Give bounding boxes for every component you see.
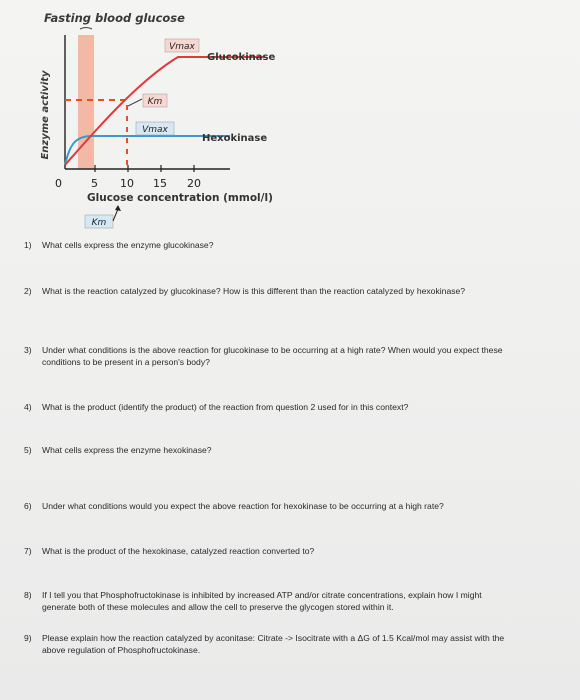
x-tick-label: 15 [153,177,167,190]
question-number: 8) [24,590,32,600]
question-number: 7) [24,546,32,556]
question-3 [24,344,544,368]
question-6 [24,500,544,512]
x-axis-label: Glucose concentration (mmol/l) [87,192,273,204]
question-2 [24,285,544,297]
question-number: 1) [24,240,32,250]
km-pointer [128,99,142,106]
km-hexokinase-arrowhead [115,205,121,211]
question-text: Please explain how the reaction catalyzed by aconitase: Citrate -> Isocitrate with a ΔG of 1.5 Kcal/mol may assist with the above regulation of Phosphofructokinase. [42,633,505,655]
km-glucokinase-label: Km [147,97,163,107]
question-1 [24,239,544,251]
question-text: What cells express the enzyme glucokinase? [42,240,214,250]
vmax-hexokinase-label: Vmax [142,125,168,135]
question-number: 9) [24,633,32,643]
enzyme-kinetics-figure [30,5,330,240]
figure-title: Fasting blood glucose [44,11,185,25]
question-text: What is the product of the hexokinase, catalyzed reaction converted to? [42,546,315,556]
x-tick-label: 20 [187,177,201,190]
x-tick-label: 10 [120,177,134,190]
x-tick-label: 5 [91,177,98,190]
glucokinase-label: Glucokinase [207,52,276,63]
km-hexokinase-label: Km [91,218,107,228]
y-axis-label: Enzyme activity [40,70,51,160]
glucokinase-curve [65,57,268,165]
question-text: Under what conditions is the above reaction for glucokinase to be occurring at a high rate? When would you expect these conditions to be present in a person's body? [42,345,503,367]
x-tick-label: 0 [55,177,62,190]
question-number: 3) [24,345,32,355]
question-8 [24,589,544,613]
question-9 [24,632,544,656]
question-5 [24,444,544,456]
question-number: 5) [24,445,32,455]
question-number: 2) [24,286,32,296]
title-underline [80,28,92,30]
km-hexokinase-arrow [113,209,118,221]
question-number: 6) [24,501,32,511]
question-text: What is the product (identify the product) of the reaction from question 2 used for in this context? [42,402,409,412]
question-text: What cells express the enzyme hexokinase? [42,445,212,455]
question-4 [24,401,544,413]
question-text: What is the reaction catalyzed by glucokinase? How is this different than the reaction catalyzed by hexokinase? [42,286,466,296]
question-text: Under what conditions would you expect the above reaction for hexokinase to be occurring at a high rate? [42,501,444,511]
hexokinase-label: Hexokinase [202,133,268,144]
question-text: If I tell you that Phosphofructokinase is inhibited by increased ATP and/or citrate concentrations, explain how I might generate both of these molecules and allow the cell to preserve the glycogen stored within it. [42,590,482,612]
question-number: 4) [24,402,32,412]
vmax-glucokinase-label: Vmax [169,42,195,52]
question-7 [24,545,544,557]
